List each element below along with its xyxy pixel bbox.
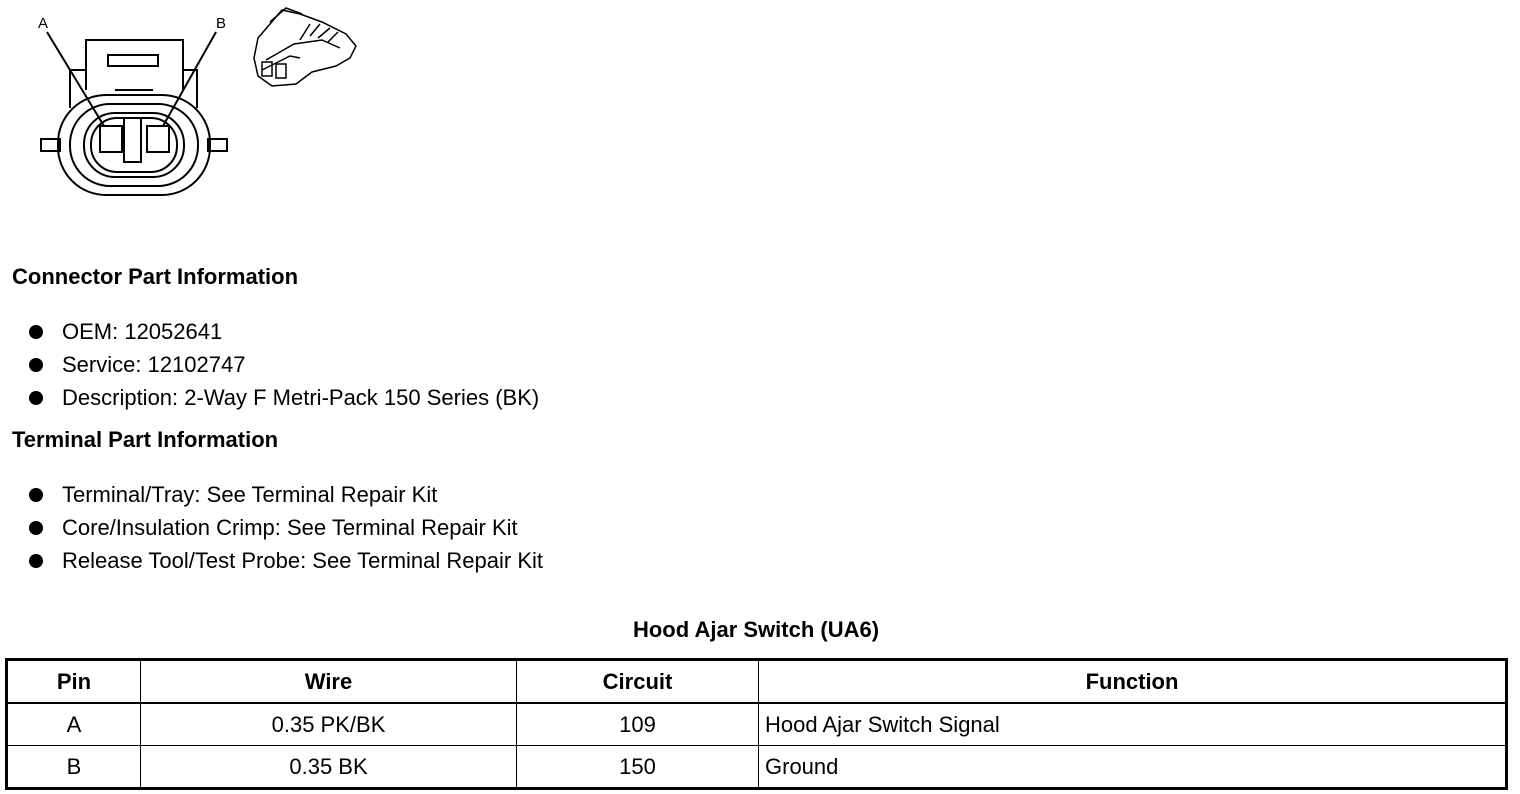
table-row: [7, 703, 1507, 746]
pin-cell: B: [7, 746, 141, 789]
bullet-icon: [29, 325, 43, 339]
table-title: Hood Ajar Switch (UA6): [632, 617, 880, 642]
circuit-cell: 109: [517, 703, 759, 746]
function-cell: Ground: [759, 746, 1507, 789]
pin-a-label: A: [38, 15, 49, 32]
column-header-circuit: Circuit: [517, 660, 759, 704]
bullet-icon: [29, 358, 43, 372]
column-header-pin: Pin: [7, 660, 141, 704]
pinout-table: [5, 658, 1508, 790]
column-header-wire: Wire: [141, 660, 517, 704]
circuit-cell: 150: [517, 746, 759, 789]
column-header-function: Function: [759, 660, 1507, 704]
bullet-icon: [29, 521, 43, 535]
terminal-part-heading: Terminal Part Information: [12, 427, 279, 452]
wire-cell: 0.35 BK: [141, 746, 517, 789]
table-row: [7, 746, 1507, 789]
bullet-icon: [29, 488, 43, 502]
function-cell: Hood Ajar Switch Signal: [759, 703, 1507, 746]
connector-diagram: [0, 0, 380, 205]
table-header-row: [7, 660, 1507, 704]
wire-cell: 0.35 PK/BK: [141, 703, 517, 746]
bullet-icon: [29, 391, 43, 405]
bullet-icon: [29, 554, 43, 568]
pin-b-label: B: [216, 15, 227, 32]
connector-part-heading: Connector Part Information: [12, 264, 299, 289]
pin-cell: A: [7, 703, 141, 746]
